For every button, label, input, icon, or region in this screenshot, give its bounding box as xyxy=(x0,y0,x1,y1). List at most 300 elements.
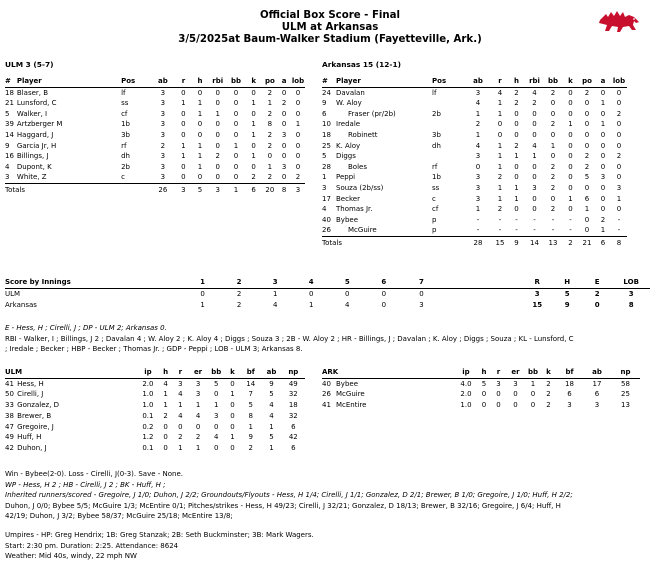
table-cell: 17 xyxy=(322,194,331,203)
table-cell: 2 xyxy=(178,433,183,442)
column-header: h xyxy=(514,77,519,85)
table-cell: 1 xyxy=(532,152,537,161)
table-row xyxy=(322,215,627,226)
table-cell: 2 xyxy=(550,205,556,214)
table-cell: 0 xyxy=(616,173,622,182)
inning-cell: 0 xyxy=(308,290,314,298)
inning-cell: 0 xyxy=(345,290,350,298)
inning-cell: 1 xyxy=(200,301,205,309)
table-cell: 40 xyxy=(322,379,331,388)
table-cell: 21 xyxy=(5,99,14,108)
table-cell: 0 xyxy=(251,141,256,150)
table-cell: 1 xyxy=(322,173,327,182)
table-cell: 26 xyxy=(322,390,331,399)
table-cell: 0 xyxy=(181,88,186,97)
table-row xyxy=(322,172,627,183)
column-header: a xyxy=(600,77,606,85)
table-cell: rf xyxy=(432,162,438,171)
table-cell: 0 xyxy=(568,173,573,182)
table-cell: 0 xyxy=(214,443,219,452)
table-row xyxy=(5,98,305,109)
inning-header: 4 xyxy=(308,278,314,286)
table-cell: 42 xyxy=(5,443,14,452)
inning-cell: 1 xyxy=(272,290,278,298)
table-cell: 0 xyxy=(600,130,606,139)
innings-row xyxy=(5,289,650,301)
inning-cell: 0 xyxy=(419,290,424,298)
table-cell: 0 xyxy=(568,88,573,97)
totals-cell: 3 xyxy=(181,185,186,194)
column-header: Player xyxy=(336,77,361,85)
table-cell: 7 xyxy=(248,390,253,399)
totals-cell: 5 xyxy=(197,185,203,194)
column-header: ab xyxy=(473,77,483,85)
table-cell: 0 xyxy=(163,422,168,431)
table-cell: 1 xyxy=(475,109,481,118)
pitcher-name: Gonzalez, D xyxy=(17,401,60,410)
table-cell: 0 xyxy=(281,173,287,182)
table-cell: 4 xyxy=(497,88,503,97)
player-name: Walker, I xyxy=(16,109,48,118)
table-cell: 0 xyxy=(514,109,519,118)
column-header: bb xyxy=(547,77,559,85)
inherited-note-cont: Duhon, J 0/0; Bybee 5/5; McGuire 1/3; McEntire 0/1; Pitches/strikes - Hess, H 49/23; Cirelli, J 32/21; Gonzalez, D 18/13; Brewer, B 32/16; Gregoire, J 6/4; Huff, H xyxy=(5,501,561,510)
table-cell: 1 xyxy=(230,433,235,442)
table-cell: 2 xyxy=(267,130,273,139)
rbi-note: RBI - Walker, I ; Billings, J 2 ; Davalan 4 ; W. Aloy 2 ; K. Aloy 4 ; Diggs ; Souza 3 ; 2B - W. Aloy 2 ; HR - Billings, J ; Davalan ; K. Aloy ; Diggs ; Souza ; KL - Lunsford, C xyxy=(5,334,574,343)
table-cell: 1 xyxy=(195,443,201,452)
table-cell: 2 xyxy=(550,120,556,129)
player-name: Blaser, B xyxy=(16,88,49,97)
table-cell: 47 xyxy=(5,422,14,431)
spacer-cell xyxy=(441,300,522,311)
table-cell: 0 xyxy=(600,194,606,203)
table-cell: 1 xyxy=(600,226,606,235)
table-cell: lf xyxy=(121,88,126,97)
table-cell: 0 xyxy=(496,401,501,410)
player-name: Garcia Jr, H xyxy=(16,141,57,150)
table-cell: 0 xyxy=(230,411,235,420)
table-cell: 0 xyxy=(230,422,235,431)
table-cell: 2 xyxy=(251,173,256,182)
column-header: rbi xyxy=(212,77,224,85)
pitcher-row xyxy=(5,411,305,422)
table-cell: 2 xyxy=(160,141,166,150)
table-cell: lf xyxy=(432,88,437,97)
table-cell: 1 xyxy=(178,443,183,452)
player-name: Becker xyxy=(336,194,360,203)
table-cell: 4 xyxy=(475,99,481,108)
table-cell: rf xyxy=(121,141,127,150)
table-cell: 4 xyxy=(532,88,537,97)
table-cell: 0 xyxy=(550,99,556,108)
totals-cell: 8 xyxy=(616,238,622,247)
table-cell: 1 xyxy=(214,401,219,410)
table-row xyxy=(322,141,627,152)
table-cell: 0 xyxy=(584,183,590,192)
table-cell: 3 xyxy=(178,379,183,388)
table-cell: 1 xyxy=(568,194,573,203)
table-cell: 0 xyxy=(215,120,220,129)
table-cell: 0 xyxy=(584,99,590,108)
table-row xyxy=(5,119,305,130)
table-cell: 1 xyxy=(269,443,274,452)
table-cell: 1 xyxy=(497,152,503,161)
inning-header: 1 xyxy=(200,278,205,286)
table-cell: 8 xyxy=(267,120,273,129)
table-cell: - xyxy=(617,226,621,235)
table-cell: 1 xyxy=(181,141,186,150)
column-header: er xyxy=(193,368,203,376)
inning-cell: 4 xyxy=(272,301,278,309)
totals-cell: 26 xyxy=(158,185,168,194)
table-cell: 3 xyxy=(513,379,518,388)
table-cell: 3 xyxy=(594,401,600,410)
pitcher-row xyxy=(5,443,305,454)
table-cell: 5 xyxy=(269,390,274,399)
table-cell: 0 xyxy=(600,205,606,214)
table-cell: 0 xyxy=(550,194,556,203)
table-cell: 49 xyxy=(288,379,298,388)
pitcher-row xyxy=(5,389,305,400)
table-cell: 2 xyxy=(267,141,273,150)
table-cell: 0.1 xyxy=(142,411,154,420)
player-name: Davalan xyxy=(336,88,365,97)
table-cell: 0 xyxy=(514,205,519,214)
table-row xyxy=(322,130,627,141)
player-name: Souza (2b/ss) xyxy=(336,183,384,192)
table-cell: 0 xyxy=(481,401,487,410)
table-cell: 9 xyxy=(5,141,10,150)
table-cell: 1 xyxy=(568,120,573,129)
player-name: Dupont, K xyxy=(16,162,52,171)
table-cell: 40 xyxy=(322,215,331,224)
inning-cell: 0 xyxy=(200,290,205,298)
table-cell: 1 xyxy=(197,99,203,108)
table-cell: 3 xyxy=(475,88,481,97)
table-cell: 4 xyxy=(178,390,183,399)
table-cell: 2 xyxy=(267,109,273,118)
table-cell: 0 xyxy=(568,205,573,214)
table-cell: 0 xyxy=(616,99,622,108)
inning-cell: 0 xyxy=(381,301,387,309)
table-cell: 3 xyxy=(496,379,501,388)
table-cell: 4 xyxy=(532,141,537,150)
umpires-note: Umpires - HP: Greg Hendrix; 1B: Greg Stanzak; 2B: Seth Buckminster; 3B: Mark Wagers. xyxy=(5,531,314,539)
table-cell: 0 xyxy=(181,130,186,139)
table-cell: 1 xyxy=(497,109,503,118)
column-header: ip xyxy=(462,368,470,376)
column-header: r xyxy=(496,368,501,376)
table-cell: 0 xyxy=(514,162,519,171)
table-cell: 0 xyxy=(600,152,606,161)
totals-cell: 20 xyxy=(265,185,275,194)
table-cell: 0 xyxy=(281,152,287,161)
player-name: Thomas Jr. xyxy=(336,205,373,214)
table-cell: 2 xyxy=(295,173,301,182)
table-row xyxy=(5,87,305,98)
table-cell: 0.1 xyxy=(142,443,154,452)
table-cell: 4 xyxy=(475,141,481,150)
rbi-note-cont: ; Iredale ; Becker ; HBP - Becker ; Thomas Jr. ; GDP - Peppi ; LOB - ULM 3; Arkansas 8. xyxy=(5,345,303,353)
pitcher-name: Duhon, J xyxy=(17,443,47,452)
table-cell: 2 xyxy=(546,401,551,410)
table-cell: 2 xyxy=(584,152,590,161)
player-name: Peppi xyxy=(336,173,356,182)
table-cell: 49 xyxy=(5,433,14,442)
table-cell: - xyxy=(617,215,621,224)
table-cell: 0 xyxy=(532,120,537,129)
table-cell: 0 xyxy=(568,141,573,150)
column-header: k xyxy=(230,368,235,376)
table-cell: 0 xyxy=(600,88,606,97)
table-cell: 6 xyxy=(322,109,327,118)
table-row xyxy=(5,172,305,183)
table-cell: 0 xyxy=(616,120,622,129)
table-cell: dh xyxy=(432,141,441,150)
table-cell: 0 xyxy=(513,401,518,410)
table-cell: 0 xyxy=(616,162,622,171)
table-cell: 0 xyxy=(584,120,590,129)
table-cell: 50 xyxy=(5,390,14,399)
table-cell: 1 xyxy=(475,130,481,139)
table-cell: 9 xyxy=(248,433,253,442)
table-cell: 0 xyxy=(214,390,219,399)
totals-row xyxy=(322,236,627,248)
table-cell: ss xyxy=(432,183,440,192)
table-cell: 0 xyxy=(233,120,239,129)
table-cell: 0 xyxy=(215,130,220,139)
innings-row xyxy=(5,300,650,311)
table-cell: 58 xyxy=(621,379,630,388)
table-cell: 0 xyxy=(497,120,503,129)
table-cell: - xyxy=(569,215,572,224)
table-cell: 2 xyxy=(514,88,519,97)
player-name: Haggard, J xyxy=(16,130,54,139)
table-cell: 3 xyxy=(160,162,166,171)
table-cell: 1 xyxy=(251,152,256,161)
column-header: lob xyxy=(612,77,626,85)
table-cell: 1 xyxy=(497,99,503,108)
inning-header: LOB xyxy=(623,278,639,286)
table-cell: 17 xyxy=(592,379,602,388)
table-cell: 2 xyxy=(550,173,556,182)
table-cell: 0 xyxy=(584,109,590,118)
inning-header: 2 xyxy=(236,278,242,286)
column-header: # xyxy=(322,77,328,85)
table-cell: 0 xyxy=(181,120,186,129)
player-name: Billings, J xyxy=(16,152,49,161)
table-cell: 0 xyxy=(233,130,239,139)
inning-header: H xyxy=(564,278,571,286)
table-cell: 0 xyxy=(550,130,556,139)
table-cell: 32 xyxy=(288,411,298,420)
inning-header: 3 xyxy=(272,278,278,286)
team-name: Arkansas xyxy=(5,301,37,309)
matchup-title: ULM at Arkansas xyxy=(281,22,379,33)
table-cell: 1.0 xyxy=(142,390,154,399)
table-cell: 1 xyxy=(514,152,519,161)
totals-cell: 14 xyxy=(530,238,539,247)
table-cell: 1 xyxy=(251,130,256,139)
table-cell: 0 xyxy=(568,109,573,118)
player-name: Diggs xyxy=(336,152,356,161)
column-header: ab xyxy=(266,368,277,376)
table-cell: 0 xyxy=(514,173,519,182)
table-cell: 1 xyxy=(295,120,301,129)
spacer-cell xyxy=(441,289,522,301)
team-name: ULM xyxy=(5,290,21,298)
table-cell xyxy=(432,119,464,130)
pitcher-row xyxy=(322,378,640,389)
column-header: bf xyxy=(246,368,255,376)
table-cell: dh xyxy=(121,152,130,161)
table-cell: 3 xyxy=(160,88,166,97)
inning-cell: 0 xyxy=(381,290,387,298)
table-cell: 2 xyxy=(550,162,556,171)
table-cell: 1.0 xyxy=(460,401,472,410)
table-cell: 8 xyxy=(248,411,253,420)
table-cell: 4 xyxy=(269,401,274,410)
pitcher-row xyxy=(5,432,305,443)
table-cell: 1 xyxy=(178,401,183,410)
table-cell: 3 xyxy=(214,411,219,420)
column-header: np xyxy=(620,368,631,376)
table-cell: 0 xyxy=(584,226,590,235)
column-header: k xyxy=(546,368,551,376)
table-cell: 0 xyxy=(230,401,235,410)
player-name: Robinett xyxy=(348,130,378,139)
table-cell: 0 xyxy=(295,162,301,171)
totals-cell: 2 xyxy=(568,238,573,247)
table-cell xyxy=(432,151,464,162)
table-cell: 18 xyxy=(565,379,574,388)
table-cell: 0 xyxy=(600,109,606,118)
player-name: Iredale xyxy=(336,120,361,129)
column-header: k xyxy=(568,77,573,85)
table-cell: 2 xyxy=(550,88,556,97)
table-row xyxy=(322,87,627,98)
decision-note: Win - Bybee(2-0). Loss - Cirelli, J(0-3). Save - None. xyxy=(5,470,184,478)
table-cell: 1 xyxy=(251,99,256,108)
table-cell: 5 xyxy=(481,379,487,388)
column-header: lob xyxy=(291,77,305,85)
table-cell: - xyxy=(551,226,555,235)
table-cell: 2 xyxy=(267,88,273,97)
table-cell: 0 xyxy=(514,130,519,139)
table-cell: 0 xyxy=(251,88,256,97)
table-cell: 33 xyxy=(5,401,14,410)
inning-cell: 5 xyxy=(564,290,570,298)
table-cell: 3 xyxy=(195,390,201,399)
table-cell: 3 xyxy=(567,401,572,410)
table-cell xyxy=(432,98,464,109)
table-cell: 1 xyxy=(267,99,273,108)
column-header: ab xyxy=(157,77,168,85)
table-cell: 1 xyxy=(233,141,239,150)
table-cell: 0 xyxy=(230,443,235,452)
table-row xyxy=(5,109,305,120)
table-cell: 1 xyxy=(181,99,186,108)
column-header: po xyxy=(582,77,592,85)
column-header: er xyxy=(511,368,520,376)
game-info xyxy=(5,530,653,562)
table-cell: 0 xyxy=(530,390,536,399)
table-cell: 42 xyxy=(288,433,298,442)
table-cell: 3 xyxy=(160,130,166,139)
table-cell: 0 xyxy=(514,120,519,129)
table-cell: 3 xyxy=(475,194,481,203)
pitcher-name: Hess, H xyxy=(17,379,44,388)
table-cell: 3 xyxy=(322,183,327,192)
table-cell: 0 xyxy=(600,141,606,150)
table-cell: 2.0 xyxy=(142,379,154,388)
table-row xyxy=(322,162,627,173)
table-cell: 1 xyxy=(197,152,203,161)
home-team-heading: Arkansas 15 (12-1) xyxy=(322,60,401,69)
table-cell: 1 xyxy=(248,422,253,431)
table-cell: 2 xyxy=(584,162,590,171)
table-cell: 0 xyxy=(215,88,220,97)
table-cell: 0 xyxy=(233,99,239,108)
table-cell: 3 xyxy=(5,173,10,182)
table-cell: 2 xyxy=(546,379,551,388)
table-cell: 1 xyxy=(497,162,503,171)
table-cell: - xyxy=(569,226,572,235)
table-cell: 0 xyxy=(267,152,273,161)
column-header: h xyxy=(163,368,169,376)
table-cell: 1 xyxy=(600,120,606,129)
player-name: Boles xyxy=(348,162,367,171)
inning-cell: 8 xyxy=(628,301,634,309)
table-cell: 3 xyxy=(281,162,287,171)
table-cell: 1 xyxy=(230,390,235,399)
table-cell: 0 xyxy=(215,173,220,182)
table-cell: 0 xyxy=(281,109,287,118)
pitching-team-heading: ULM xyxy=(5,368,23,376)
column-header: bf xyxy=(565,368,574,376)
spacer-cell xyxy=(441,277,522,289)
home-pitching-table xyxy=(322,367,640,411)
table-cell: 5 xyxy=(269,433,274,442)
table-cell: 18 xyxy=(5,88,14,97)
table-cell: 0 xyxy=(600,183,606,192)
column-header: r xyxy=(178,368,183,376)
table-cell: p xyxy=(432,226,437,235)
totals-label: Totals xyxy=(322,238,342,247)
column-header: k xyxy=(251,77,256,85)
table-cell: 0 xyxy=(163,433,168,442)
table-cell: 4.0 xyxy=(460,379,472,388)
start-note: Start: 2:30 pm. Duration: 2:25. Attendance: 8624 xyxy=(5,541,179,550)
table-cell: c xyxy=(121,173,125,182)
table-cell: 3 xyxy=(160,173,166,182)
column-header: # xyxy=(5,77,11,85)
table-cell: 3 xyxy=(600,173,606,182)
table-cell: 0 xyxy=(197,130,203,139)
column-header: ip xyxy=(144,368,152,376)
table-cell: 24 xyxy=(322,88,331,97)
column-header: np xyxy=(288,368,299,376)
table-cell: 0 xyxy=(197,120,203,129)
table-cell: - xyxy=(533,226,536,235)
weather-note: Weather: Mid 40s, windy, 22 mph NW xyxy=(5,552,137,560)
table-cell: 2.0 xyxy=(460,390,472,399)
table-cell: 5 xyxy=(248,401,253,410)
pitcher-name: McEntire xyxy=(336,401,367,410)
pitcher-name: McGuire xyxy=(336,390,365,399)
table-row xyxy=(5,141,305,152)
